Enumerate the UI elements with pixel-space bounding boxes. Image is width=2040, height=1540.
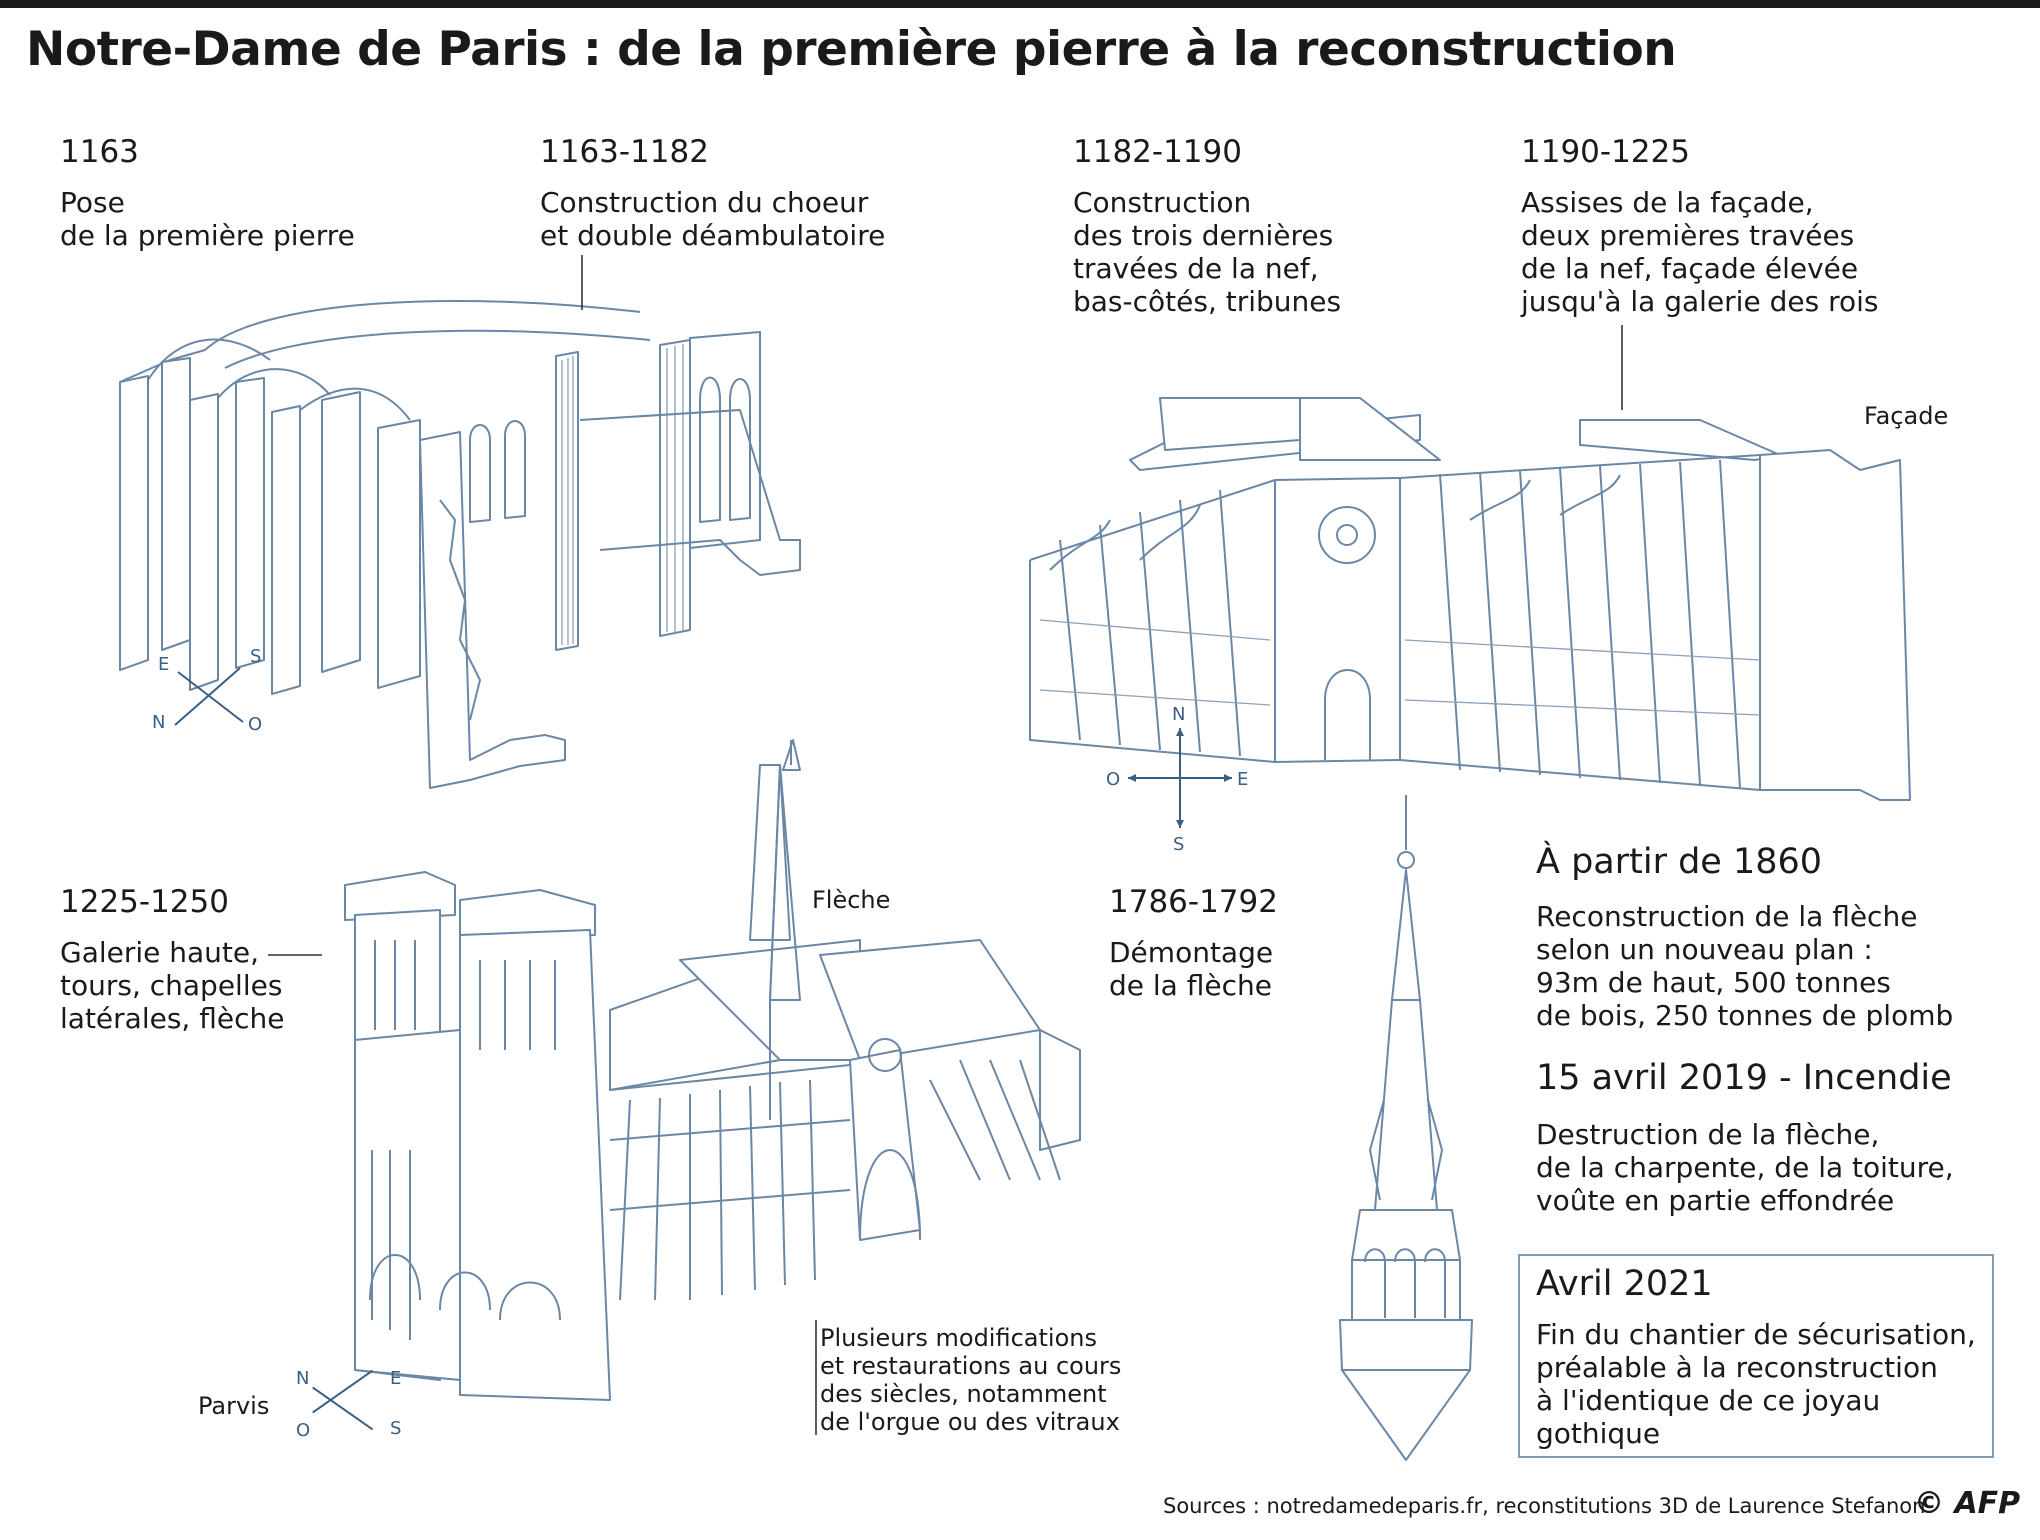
compass-1-s: S [250,646,262,667]
compass-2-o: O [1106,769,1121,790]
stage-5-desc [60,936,284,1035]
modifications-note [820,1324,1121,1436]
stage-7-line: 93m de haut, 500 tonnes [1536,966,1891,999]
compass-2-e: E [1237,769,1249,790]
stage-5-line: Galerie haute, [60,936,260,969]
stage-9-line: à l'identique de ce joyau [1536,1384,1881,1417]
stage-4-line: Assises de la façade, [1521,186,1814,219]
stage-8-year: 15 avril 2019 - Incendie [1536,1058,1952,1098]
stage-6-desc [1109,936,1273,1002]
compass-2-s: S [1173,834,1185,855]
cathedral-drawing [345,740,1080,1400]
stage-9-year: Avril 2021 [1536,1264,1713,1304]
stage-5-line: tours, chapelles [60,969,283,1002]
stage-5-year: 1225-1250 [60,884,229,920]
stage-4-line: deux premières travées [1521,219,1855,252]
compass-2 [1106,704,1248,855]
compass-1-e: E [158,654,170,675]
stage-4-line: jusqu'à la galerie des rois [1521,285,1879,318]
stage-7-line: de bois, 250 tonnes de plomb [1536,999,1954,1032]
stage-5-line: latérales, flèche [60,1002,285,1035]
stage-7-line: selon un nouveau plan : [1536,933,1873,966]
compass-3-o: O [296,1420,311,1441]
stage-7-line: Reconstruction de la flèche [1536,900,1918,933]
nave-drawing [1030,398,1910,800]
compass-3 [296,1368,401,1441]
stage-8-line: voûte en partie effondrée [1536,1184,1895,1217]
stage-8-desc [1536,1118,1954,1217]
stage-8-line: de la charpente, de la toiture, [1536,1151,1954,1184]
compass-3-n: N [296,1368,310,1389]
stage-4-line: de la nef, façade élevée [1521,252,1859,285]
modifications-line: Plusieurs modifications [820,1324,1097,1352]
compass-2-n: N [1172,704,1186,725]
stage-6-line: de la flèche [1109,969,1272,1002]
stage-3-line: Construction [1073,186,1252,219]
modifications-line: des siècles, notamment [820,1380,1107,1408]
stage-6-line: Démontage [1109,936,1274,969]
compass-1-o: O [248,714,263,735]
compass-1-n: N [152,712,166,733]
stage-3-year: 1182-1190 [1073,134,1242,170]
source-credit: Sources : notredamedeparis.fr, reconstitutions 3D de Laurence Stefanon [1163,1494,1926,1518]
stage-2-line: Construction du choeur [540,186,869,219]
facade-label: Façade [1864,402,1949,430]
compass-3-s: S [390,1418,402,1439]
stage-1-line: Pose [60,186,125,219]
stage-1-desc [60,186,355,252]
choir-drawing [120,301,800,788]
stage-4-desc [1521,186,1878,318]
stage-9-line: gothique [1536,1417,1661,1450]
stage-2-year: 1163-1182 [540,134,709,170]
stage-9-desc [1536,1318,1976,1450]
modifications-line: de l'orgue ou des vitraux [820,1408,1120,1436]
stage-9-line: Fin du chantier de sécurisation, [1536,1318,1976,1351]
stage-1-line: de la première pierre [60,219,355,252]
stage-3-desc [1073,186,1341,318]
stage-6-year: 1786-1792 [1109,884,1278,920]
stage-3-line: bas-côtés, tribunes [1073,285,1342,318]
stage-7-desc [1536,900,1953,1032]
stage-8-line: Destruction de la flèche, [1536,1118,1880,1151]
modifications-line: et restaurations au cours [820,1352,1122,1380]
stage-3-line: travées de la nef, [1073,252,1319,285]
stage-3-line: des trois dernières [1073,219,1334,252]
afp-logo: © AFP [1914,1486,2021,1521]
compass-3-e: E [390,1368,402,1389]
stage-2-line: et double déambulatoire [540,219,886,252]
spire-drawing [1340,795,1472,1460]
stage-4-year: 1190-1225 [1521,134,1690,170]
page-title: Notre-Dame de Paris : de la première pierre à la reconstruction [26,22,1677,77]
fleche-label: Flèche [812,886,891,914]
stage-7-year: À partir de 1860 [1536,842,1823,882]
parvis-label: Parvis [198,1392,270,1420]
stage-2-desc [540,186,885,252]
stage-1-year: 1163 [60,134,139,170]
stage-9-line: préalable à la reconstruction [1536,1351,1938,1384]
